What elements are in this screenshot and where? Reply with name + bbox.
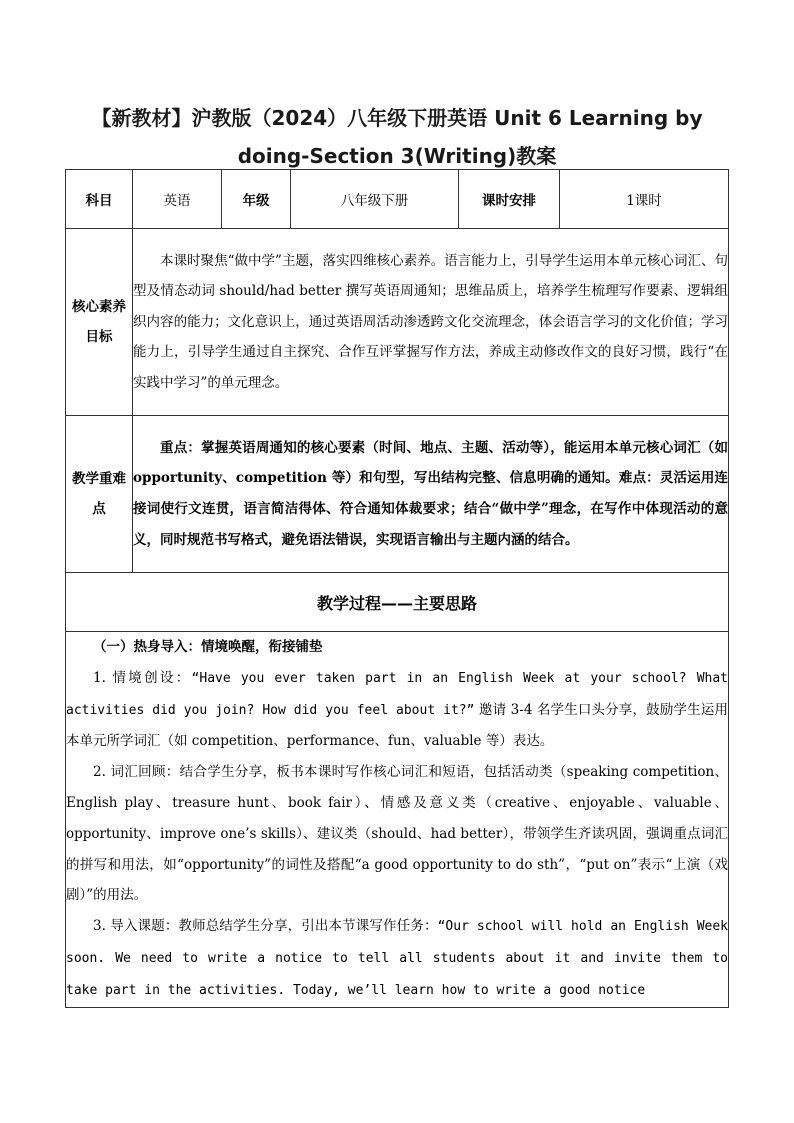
hours-label: 课时安排 [459, 170, 560, 229]
item-1-rest: 邀请 3-4 名学生口头分享，鼓励学生运用本单元所学词汇（如 competition、performance、fun、valuable 等）表达。 [66, 701, 728, 750]
key-points-label: 教学重难点 [66, 416, 133, 573]
item-1-prefix: 1. 情境创设： [93, 669, 192, 686]
grade-value: 八年级下册 [291, 170, 459, 229]
process-item-2: 2. 词汇回顾：结合学生分享，板书本课时写作核心词汇和短语，包括活动类（speaking competition、English play、treasure hunt、book fair）、情感及意义类（creative、enjoyable、valuable、opportunity、improve one’s skills）、建议类（should、had better），带领学生齐读巩固，强调重点词汇的拼写和用法，如“opportunity”的词性及搭配“a good opportunity to do sth”，“put on”表示“上演（戏剧）”的用法。 [66, 764, 728, 904]
grade-label: 年级 [222, 170, 291, 229]
process-heading-row [66, 573, 729, 632]
key-points-row [66, 416, 729, 573]
process-item-3 [66, 911, 728, 1006]
item-3-quote: “Our school will hold an English Week soon. We need to write a notice to tell all students about it and invite them to take part in the activities. Today, we’ll learn how to write a good notice [66, 919, 728, 998]
item-3-prefix: 3. 导入课题：教师总结学生分享，引出本节课写作任务： [93, 918, 438, 935]
subject-label: 科目 [66, 170, 133, 229]
subject-value: 英语 [133, 170, 222, 229]
lesson-plan-table [65, 169, 729, 1008]
title-line-2: doing-Section 3(Writing)教案 [237, 144, 557, 168]
item-1-quote: “Have you ever taken part in an English Week at your school? What activities did you join? How did you feel about it?” [66, 670, 729, 718]
document-title [60, 99, 734, 175]
section-1-heading: （一）热身导入：情境唤醒，衔接铺垫 [93, 639, 323, 655]
objectives-row [66, 229, 729, 416]
title-line-1: 【新教材】沪教版（2024）八年级下册英语 Unit 6 Learning by [91, 106, 703, 130]
header-row [66, 170, 729, 229]
process-item-1 [66, 663, 728, 757]
process-body [66, 632, 729, 1008]
process-body-row [66, 632, 729, 1008]
process-heading: 教学过程——主要思路 [66, 573, 729, 632]
key-points-text: 重点：掌握英语周通知的核心要素（时间、地点、主题、活动等），能运用本单元核心词汇（如 opportunity、competition 等）和句型，写出结构完整、信息明确的通知。难点：灵活运用连接词使行文连贯，语言简洁得体、符合通知体裁要求；结合“做中学”理念，在写作中体现活动的意义，同时规范书写格式，避免语法错误，实现语言输出与主题内涵的结合。 [133, 416, 729, 573]
objectives-text: 本课时聚焦“做中学”主题，落实四维核心素养。语言能力上，引导学生运用本单元核心词汇、句型及情态动词 should/had better 撰写英语周通知；思维品质上，培养学生梳理写作要素、逻辑组织内容的能力；文化意识上，通过英语周活动渗透跨文化交流理念，体会语言学习的文化价值；学习能力上，引导学生通过自主探究、合作互评掌握写作方法，养成主动修改作文的良好习惯，践行“在实践中学习”的单元理念。 [133, 229, 729, 416]
hours-value: 1课时 [560, 170, 729, 229]
objectives-label: 核心素养目标 [66, 229, 133, 416]
